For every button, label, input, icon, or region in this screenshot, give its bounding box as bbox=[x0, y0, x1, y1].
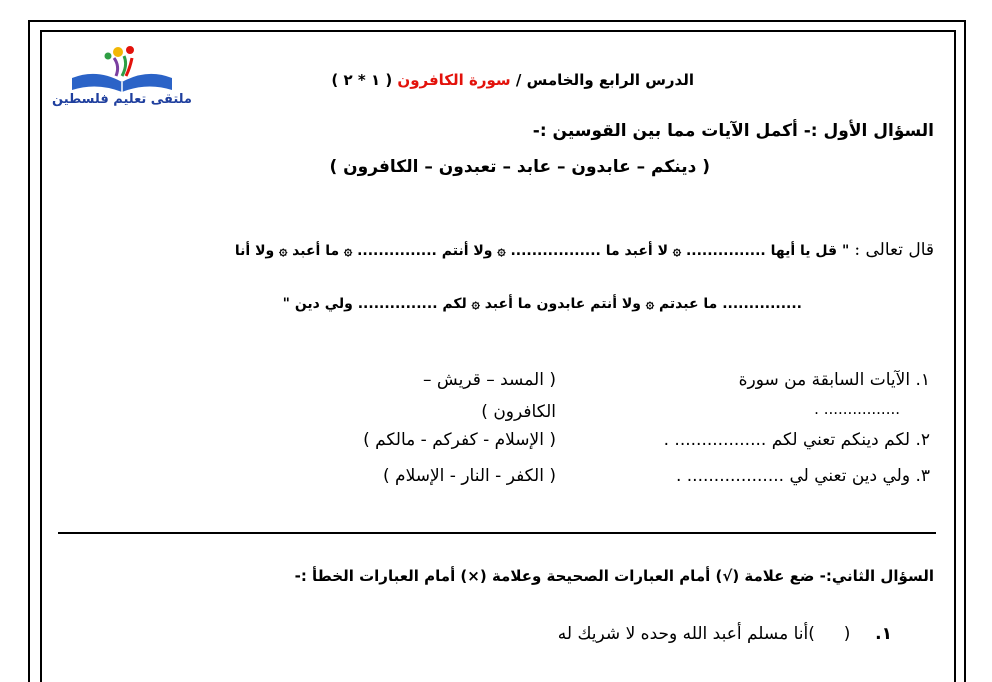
mcq-1-blank: ................ . bbox=[814, 400, 900, 418]
verse-line-1-text: " قل يا أيها ............... ۞ لا أعبد ما ................. ۞ ولا أنتم ............... ۞ ما أعبد ۞ ولا أنا bbox=[234, 243, 850, 259]
question-2-title: السؤال الثاني:- ضع علامة (√) أمام العبارات الصحيحة وعلامة (×) أمام العبارات الخطأ :- bbox=[294, 567, 934, 585]
mcq-1-options-cont: الكافرون ) bbox=[481, 402, 556, 422]
lesson-title bbox=[331, 71, 694, 89]
mcq-2-options: ( الإسلام - كفركم - مالكم ) bbox=[363, 430, 556, 450]
section-divider bbox=[58, 532, 936, 534]
true-false-item-1 bbox=[558, 624, 892, 644]
mcq-1-options: ( المسد – قريش – bbox=[423, 370, 556, 390]
verse-line-2: ............... ما عبدتم ۞ ولا أنتم عابدون ما أعبد ۞ لكم ............... ولي دين " bbox=[282, 296, 802, 312]
verse-range: ( ١ * ٢ ) bbox=[331, 71, 393, 89]
open-book-logo-icon bbox=[52, 38, 192, 94]
word-bank: ( دينكم – عابدون – عابد – تعبدون – الكافرون ) bbox=[329, 157, 710, 177]
logo-caption: ملتقى تعليم فلسطين bbox=[52, 92, 192, 107]
mcq-1-stem: ١. الآيات السابقة من سورة bbox=[738, 370, 930, 390]
question-1-title: السؤال الأول :- أكمل الآيات مما بين القوسين :- bbox=[532, 121, 934, 141]
mcq-2-stem: ٢. لكم دينكم تعني لكم ................. . bbox=[663, 430, 930, 450]
lesson-label: الدرس الرابع والخامس / bbox=[515, 71, 694, 89]
verse-intro: قال تعالى : bbox=[854, 240, 934, 260]
verse-line-1 bbox=[235, 240, 934, 260]
mcq-3-stem: ٣. ولي دين تعني لي .................. . bbox=[675, 466, 930, 486]
mcq-3-options: ( الكفر - النار - الإسلام ) bbox=[383, 466, 556, 486]
item-number: ١. bbox=[875, 624, 892, 644]
item-statement: )أنا مسلم أعبد الله وحده لا شريك له bbox=[557, 624, 815, 644]
site-logo bbox=[52, 38, 192, 118]
surah-name: سورة الكافرون bbox=[397, 71, 511, 89]
answer-bracket-open[interactable]: ( bbox=[843, 624, 851, 644]
